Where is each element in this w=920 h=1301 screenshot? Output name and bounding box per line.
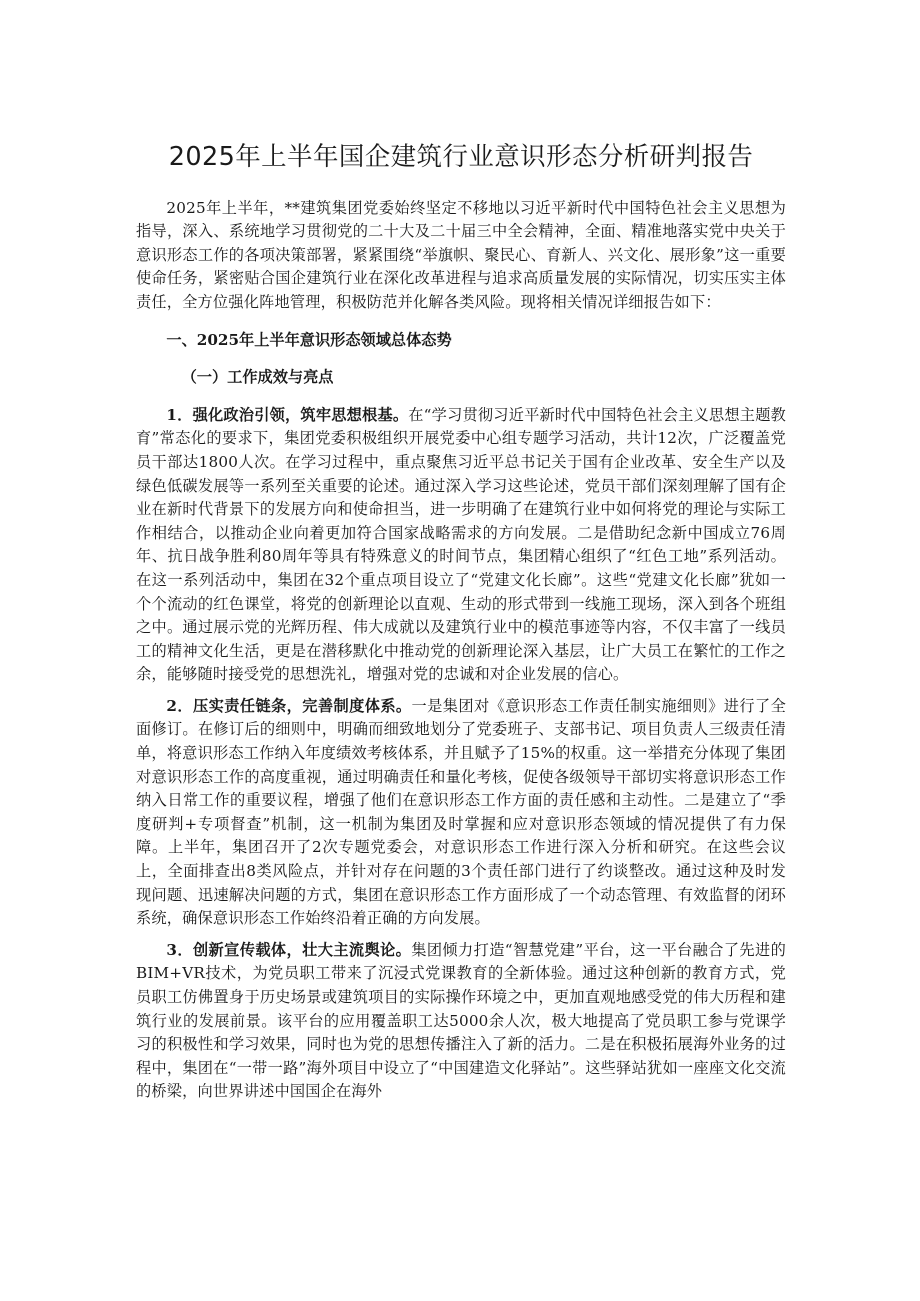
document-page xyxy=(136,142,786,1112)
subsection-heading: （一）工作成效与亮点 xyxy=(181,368,334,387)
item-body-2: 一是集团对《意识形态工作责任制实施细则》进行了全面修订。在修订后的细则中，明确而细致地划分了党委班子、支部书记、项目负责人三级责任清单，将意识形态工作纳入年度绩效考核体系，并且赋予了15%的权重。这一举措充分体现了集团对意识形态工作的高度重视，通过明确责任和量化考核，促使各级领导干部切实将意识形态工作纳入日常工作的重要议程，增强了他们在意识形态工作方面的责任感和主动性。二是建立了“季度研判+专项督查”机制，这一机制为集团及时掌握和应对意识形态领域的情况提供了有力保障。上半年，集团召开了2次专题党委会，对意识形态工作进行深入分析和研究。在这些会议上，全面排查出8类风险点，并针对存在问题的3个责任部门进行了约谈整改。通过这种及时发现问题、迅速解决问题的方式，集团在意识形态工作方面形成了一个动态管理、有效监督的闭环系统，确保意识形态工作始终沿着正确的方向发展。 xyxy=(136,696,786,928)
item-paragraph-2 xyxy=(136,695,786,931)
item-lead-3: 3．创新宣传载体，壮大主流舆论。 xyxy=(166,940,412,959)
intro-paragraph: 2025年上半年，**建筑集团党委始终坚定不移地以习近平新时代中国特色社会主义思想为指导，深入、系统地学习贯彻党的二十大及二十届三中全会精神，全面、精准地落实党中央关于意识形态工作的各项决策部署，紧紧围绕“举旗帜、聚民心、育新人、兴文化、展形象”这一重要使命任务，紧密贴合国企建筑行业在深化改革进程与追求高质量发展的实际情况，切实压实主体责任，全方位强化阵地管理，积极防范并化解各类风险。现将相关情况详细报告如下： xyxy=(136,198,786,311)
item-paragraph-1 xyxy=(136,404,786,687)
item-lead-1: 1．强化政治引领，筑牢思想根基。 xyxy=(166,405,409,424)
item-body-3: 集团倾力打造“智慧党建”平台，这一平台融合了先进的BIM+VR技术，为党员职工带来了沉浸式党课教育的全新体验。通过这种创新的教育方式，党员职工仿佛置身于历史场景或建筑项目的实际操作环境之中，更加直观地感受党的伟大历程和建筑行业的发展前景。该平台的应用覆盖职工达5000余人次，极大地提高了党员职工参与党课学习的积极性和学习效果，同时也为党的思想传播注入了新的活力。二是在积极拓展海外业务的过程中，集团在“一带一路”海外项目中设立了“中国建造文化驿站”。这些驿站犹如一座座文化交流的桥梁，向世界讲述中国国企在海外 xyxy=(136,940,786,1101)
item-lead-2: 2．压实责任链条，完善制度体系。 xyxy=(166,696,412,715)
item-paragraph-3 xyxy=(136,939,786,1104)
item-body-1: 在“学习贯彻习近平新时代中国特色社会主义思想主题教育”常态化的要求下，集团党委积极组织开展党委中心组专题学习活动，共计12次，广泛覆盖党员干部达1800人次。在学习过程中，重点聚焦习近平总书记关于国有企业改革、安全生产以及绿色低碳发展等一系列至关重要的论述。通过深入学习这些论述，党员干部们深刻理解了国有企业在新时代背景下的发展方向和使命担当，进一步明确了在建筑行业中如何将党的理论与实际工作相结合，以推动企业向着更加符合国家战略需求的方向发展。二是借助纪念新中国成立76周年、抗日战争胜利80周年等具有特殊意义的时间节点，集团精心组织了“红色工地”系列活动。在这一系列活动中，集团在32个重点项目设立了“党建文化长廊”。这些“党建文化长廊”犹如一个个流动的红色课堂，将党的创新理论以直观、生动的形式带到一线施工现场，深入到各个班组之中。通过展示党的光辉历程、伟大成就以及建筑行业中的模范事迹等内容，不仅丰富了一线员工的精神文化生活，更是在潜移默化中推动党的创新理论深入基层，让广大员工在繁忙的工作之余，能够随时接受党的思想洗礼，增强对党的忠诚和对企业发展的信心。 xyxy=(136,405,786,684)
section-heading: 一、2025年上半年意识形态领域总体态势 xyxy=(166,330,452,349)
document-title: 2025年上半年国企建筑行业意识形态分析研判报告 xyxy=(168,142,754,172)
